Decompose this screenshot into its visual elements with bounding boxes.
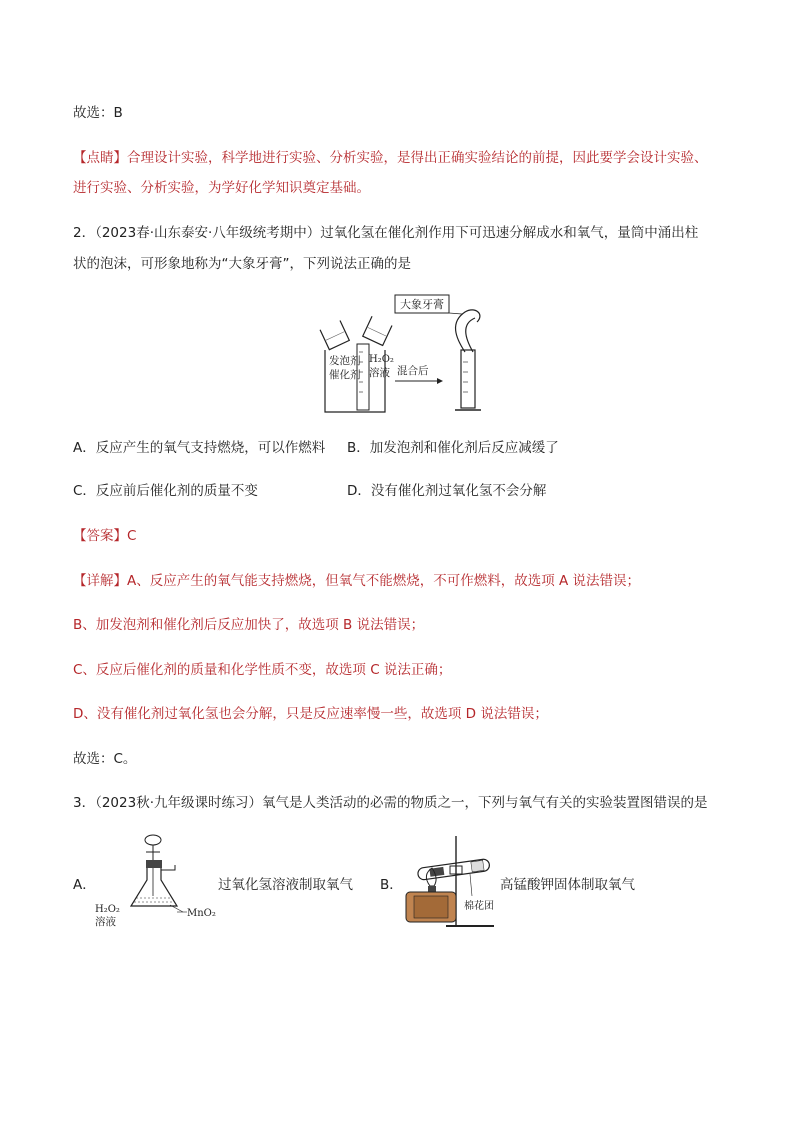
explanation-line-3: C、反应后催化剂的质量和化学性质不变，故选项 C 说法正确； — [73, 662, 452, 678]
fig-a-h2o2-label: H₂O₂ — [95, 904, 120, 915]
fig-a-solution-label: 溶液 — [95, 916, 116, 928]
q3-option-a-caption: 过氧化氢溶液制取氧气 — [218, 877, 353, 893]
question-3-line: 3．（2023秋·九年级课时练习）氧气是人类活动的必需的物质之一，下列与氧气有关的实验装置图错误的是 — [73, 795, 708, 811]
elephant-toothpaste-figure — [315, 292, 505, 414]
answer-line-b: 故选：B — [73, 105, 123, 121]
h2o2-label: H₂O₂ — [369, 354, 394, 365]
fig-a-mno2-label: MnO₂ — [187, 908, 216, 919]
figure-label-box-text: 大象牙膏 — [400, 298, 444, 311]
explanation-line-2: B、加发泡剂和催化剂后反应加快了，故选项 B 说法错误； — [73, 617, 425, 633]
option-b: B．加发泡剂和催化剂后反应减缓了 — [347, 440, 559, 456]
explanation-line-4: D、没有催化剂过氧化氢也会分解，只是反应速率慢一些，故选项 D 说法错误； — [73, 706, 548, 722]
q3-option-a-label: A． — [73, 877, 96, 893]
question-2-line-1: 2．（2023春·山东泰安·八年级统考期中）过氧化氢在催化剂作用下可迅速分解成水和氧气，量筒中涌出柱 — [73, 225, 699, 241]
solution-label: 溶液 — [369, 367, 390, 379]
explanation-line-1: 【详解】A、反应产生的氧气能支持燃烧，但氧气不能燃烧，不可作燃料，故选项 A 说法错误； — [73, 573, 641, 589]
q3-option-b-label: B． — [380, 877, 403, 893]
comment-line-2: 进行实验、分析实验，为学好化学知识奠定基础。 — [73, 180, 370, 196]
comment-line-1: 【点睛】合理设计实验，科学地进行实验、分析实验，是得出正确实验结论的前提，因此要学会设计实验、 — [73, 150, 708, 166]
question-2-line-2: 状的泡沫，可形象地称为“大象牙膏”，下列说法正确的是 — [73, 256, 411, 272]
option-d: D．没有催化剂过氧化氢不会分解 — [347, 483, 547, 499]
foaming-agent-label-1: 发泡剂 — [329, 355, 361, 367]
fig-b-cotton-label: 棉花团 — [464, 901, 494, 912]
arrow-label: 混合后 — [397, 365, 429, 377]
q3-option-b-caption: 高锰酸钾固体制取氧气 — [500, 877, 635, 893]
foaming-agent-label-2: 催化剂 — [329, 369, 361, 381]
option-c: C．反应前后催化剂的质量不变 — [73, 483, 258, 499]
final-answer-line: 故选：C。 — [73, 751, 137, 767]
option-a: A．反应产生的氧气支持燃烧，可以作燃料 — [73, 440, 326, 456]
answer-label: 【答案】C — [73, 528, 137, 544]
kmno4-apparatus-figure — [400, 834, 495, 934]
h2o2-apparatus-figure — [95, 830, 225, 930]
